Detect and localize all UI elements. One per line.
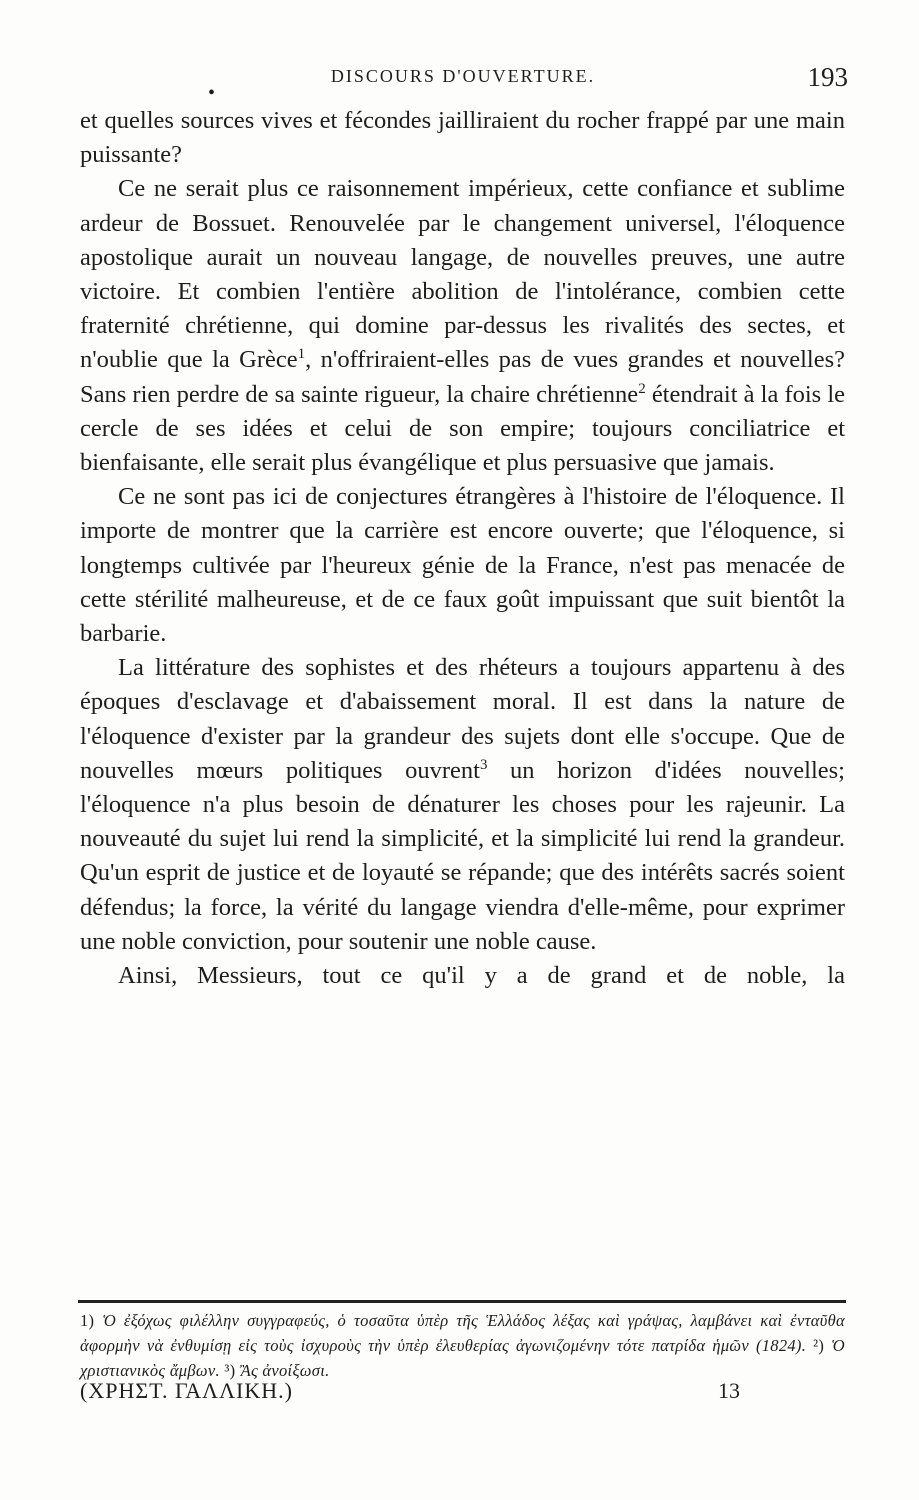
signature-label: (ΧΡΗΣΤ. ΓΑΛΛΙΚΗ.)	[80, 1378, 293, 1403]
footnote-1-marker: 1)	[80, 1311, 95, 1330]
paragraph-4: Ainsi, Messieurs, tout ce qu'il y a de grand et de noble, la	[118, 962, 845, 990]
footnote-1-text: Ὁ ἐξόχως φιλέλλην συγγραφεύς, ὁ τοσαῦτα ὑπὲρ τῆς Ἑλλάδος λέξας καὶ γράψας, λαμβάνει καὶ ἐνταῦθα ἀφορμὴν νὰ ἐνθυμίσῃ εἰς τοὺς ἰσχυροὺς τὴν ὑπὲρ ἐλευθερίας ἀγωνιζομένην τότε πατρίδα ἡμῶν (1824).	[80, 1311, 845, 1355]
paragraph-2: Ce ne sont pas ici de conjectures étrangères à l'histoire de l'éloquence. Il importe de montrer que la carrière est encore ouverte; que l'éloquence, si longtemps cultivée par l'heureux génie de la France, n'est pas menacée de cette stérilité malheureuse, et de ce faux goût impuissant que suit bientôt la barbarie.	[80, 483, 845, 648]
footnote-2-marker: ²)	[813, 1336, 825, 1355]
footnote-ref-3: 3	[479, 756, 488, 773]
running-title: DISCOURS D'OUVERTURE.	[330, 66, 596, 86]
paragraph-0: et quelles sources vives et fécondes jailliraient du rocher frappé par une main puissante?	[80, 107, 845, 169]
paragraph-1-part-c: étendrait à la fois le cercle de ses idées et celui de son empire; toujours conciliatrice et bienfaisante, elle serait plus évangélique et plus persuasive que jamais.	[80, 380, 846, 477]
footnote-rule	[78, 1300, 846, 1303]
footnote-ref-2: 2	[638, 380, 646, 397]
paragraph-3-part-b: un horizon d'idées nouvelles; l'éloquence n'a plus besoin de dénaturer les choses pour les rajeunir. La nouveauté du sujet lui rend la simplicité, et la simplicité lui rend la grandeur. Qu'un esprit de justice et de loyauté se répande; que des intérêts sacrés soient défendus; la force, la vérité du langage viendra d'elle-même, pour exprimer une noble conviction, pour soutenir une noble cause.	[80, 756, 845, 955]
paragraph-3	[80, 651, 845, 959]
signature-line	[80, 1378, 740, 1412]
footnote-3-marker: ³)	[224, 1361, 236, 1380]
paragraph-1-part-a: Ce ne serait plus ce raisonnement impérieux, cette confiance et sublime ardeur de Bossuet. Renouvelée par le changement universel, l'éloquence apostolique aurait un nouveau langage, de nouvelles preuves, une autre victoire. Et combien l'entière abolition de l'intolérance, combien cette fraternité chrétienne, qui domine par-dessus les rivalités des sectes, et n'oublie que la Grèce	[80, 175, 845, 374]
footnote-3-text: Ἂς ἀνοίξωσι.	[235, 1361, 330, 1380]
footnote-2-text: Ὁ χριστιανικὸς ἄμβων.	[80, 1336, 845, 1380]
running-header	[78, 62, 848, 104]
header-mark: •	[208, 82, 216, 104]
signature-number: 13	[718, 1378, 740, 1403]
footnotes	[80, 1308, 845, 1383]
footnote-ref-1: 1	[297, 346, 306, 363]
page-number: 193	[807, 62, 848, 92]
paragraph-1	[80, 172, 845, 480]
main-text	[80, 104, 845, 993]
paragraph-3-part-a: La littérature des sophistes et des rhéteurs a toujours appartenu à des époques d'esclavage et d'abaissement moral. Il est dans la nature de l'éloquence d'exister par la grandeur des sujets dont elle s'occupe. Que de nouvelles mœurs politiques ouvrent	[80, 654, 845, 784]
paragraph-1-part-b: , n'offriraient-elles pas de vues grandes et nouvelles? Sans rien perdre de sa sainte rigueur, la chaire chrétienne	[80, 346, 845, 408]
